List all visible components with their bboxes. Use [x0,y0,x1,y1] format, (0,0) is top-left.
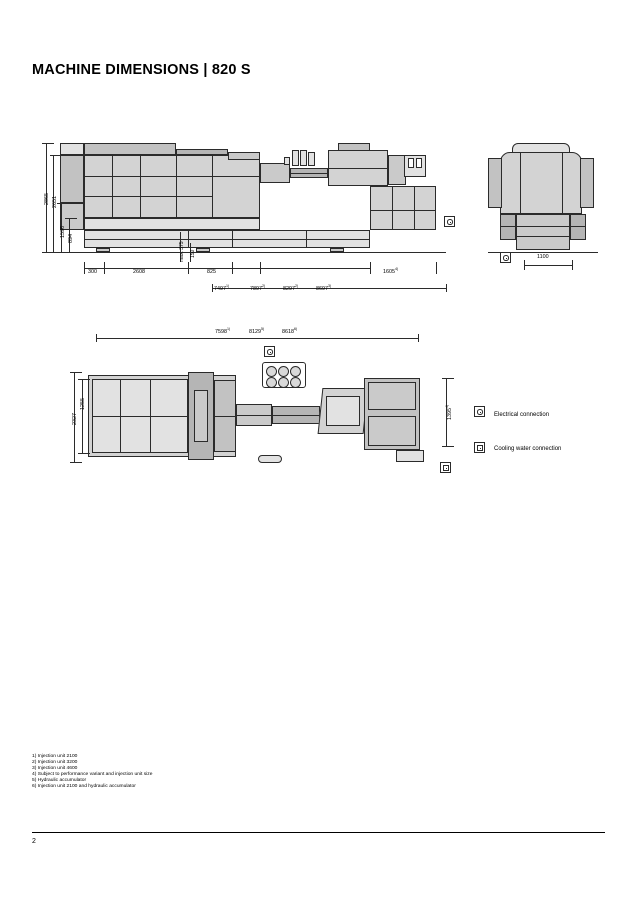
injection-carriage [260,163,290,183]
page-number: 2 [32,838,36,845]
front-dim-1100: 1100 [537,254,549,260]
front-left-panel [488,158,502,208]
top-rear-extension [396,450,424,462]
legend-cooling-water-connection-icon [474,442,485,453]
side-overall-7897: 7897$^{2)}$ [250,284,266,292]
top-overall-8129: 8129$^{5)}$ [249,327,265,335]
front-machine-body [500,152,582,214]
front-base [516,214,570,250]
top-hopper-circle-2 [278,366,289,377]
side-top-rail [176,149,228,155]
footnote-3: 3) Injection unit 4600 [32,766,78,771]
footnote-5: 5) Hydraulic accumulator [32,778,87,783]
page-title: MACHINE DIMENSIONS | 820 S [32,62,251,78]
front-base-right [570,214,586,240]
legend-electrical-connection-icon [474,406,485,417]
legend-electrical-label: Electrical connection [494,412,550,418]
side-top-left-cap [60,143,84,155]
top-overall-7598: 7598$^{1)}$ [215,327,231,335]
injection-top-cover [338,143,370,151]
top-rear-cabinet-lower [368,416,416,446]
side-overall-8697: 8697$^{3)}$ [316,284,332,292]
footnote-4: 4) Subject to performance variant and injection unit size [32,772,153,777]
side-dim-max375: max. 375 [179,241,185,262]
front-cooling-water-connection-icon [500,252,511,263]
top-dim-2327: 2327 [72,413,78,425]
side-left-column [60,155,84,203]
top-dim-1255: 1255 [80,398,86,410]
side-overall-8297: 8297$^{2)}$ [283,284,299,292]
side-top-cover [84,143,176,155]
side-dim-894: 894 [68,234,74,243]
legend-cooling-label: Cooling water connection [494,446,562,452]
side-dim-2608: 2608 [133,269,145,275]
side-dim-150: 150 [190,249,196,258]
side-dim-1605: 1605$^{4)}$ [383,267,399,275]
top-operator-step [258,455,282,463]
front-right-panel [580,158,594,208]
side-dim-1596: 1596 [60,226,66,238]
side-dim-300: 300 [88,269,97,275]
footer-rule [32,832,605,833]
clamping-unit-body [84,155,260,218]
top-dim-1395: 1395$^{4)}$ [445,404,453,420]
side-dim-2865: 2865 [44,193,50,205]
control-cabinet [370,186,436,230]
top-rear-cabinet-upper [368,382,416,410]
hopper-1 [292,150,299,166]
side-overall-7497: 7497$^{1)}$ [214,284,230,292]
top-electrical-connection-icon [264,346,275,357]
front-base-left [500,214,516,240]
top-hopper-circle-1 [266,366,277,377]
hopper-3 [308,152,315,166]
top-platen-inner [194,390,208,442]
electrical-connection-icon [444,216,455,227]
footnote-6: 6) Injection unit 2100 and hydraulic accumulator [32,784,136,789]
top-hopper-circle-5 [278,377,289,388]
footnote-1: 1) Injection unit 2100 [32,754,78,759]
side-dim-2651: 2651 [52,196,58,208]
top-drive-inner [326,396,360,426]
hopper-2 [300,150,307,166]
side-base-plate [84,218,260,230]
side-top-block [228,152,260,160]
top-hopper-circle-3 [290,366,301,377]
top-cooling-water-connection-icon [440,462,451,473]
side-dim-825: 825 [207,269,216,275]
top-overall-8618: 8618$^{6)}$ [282,327,298,335]
top-hopper-circle-4 [266,377,277,388]
footnote-2: 2) Injection unit 3200 [32,760,78,765]
top-hopper-circle-6 [290,377,301,388]
